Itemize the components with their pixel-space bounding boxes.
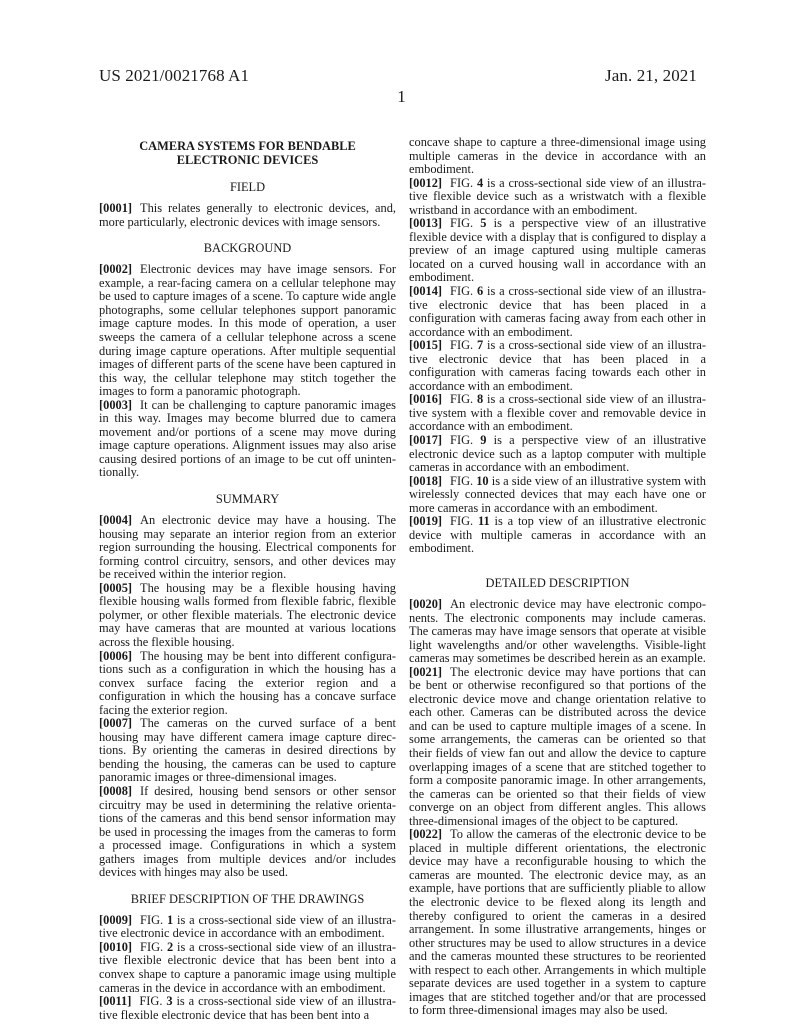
paragraph-text: is a cross-sectional side view of an illustrative electronic device that has been placed in a configuration with cameras facing away from each other in accordance with an embodiment. bbox=[409, 284, 706, 339]
paragraph-0012 bbox=[409, 177, 706, 218]
paragraph-text: To allow the cameras of the electronic device to be placed in multiple different orientations, the electronic device may have a reconfigurable housing to which the cameras are mounted. The electronic device may, as an example, have portions that are sufficiently pliable to allow the electronic device to be flexed along its length and thereby configured to orient the cameras in a desired arrangement. In some illustrative arrangements, hinges or other structures may be used to allow structures in a device and the cameras mounted these structures to be reoriented with respect to each other. Arrangements in which multiple separate devices are used together in a system to capture images that are stitched together and/or that are processed to form three-dimensional images may also be used. bbox=[409, 827, 706, 1018]
paragraph-number: [0018] bbox=[409, 473, 443, 488]
paragraph-text: is a cross-sectional side view of an illustrative electronic device that has been placed in a configuration with cameras facing towards each other in accordance with an embodiment. bbox=[409, 338, 706, 393]
paragraph-0017 bbox=[409, 434, 706, 475]
paragraph-text: is a cross-sectional side view of an illustrative system with a flexible cover and removable device in accordance with an embodiment. bbox=[409, 392, 706, 434]
figure-number: 8 bbox=[476, 392, 484, 407]
fig-prefix: FIG. bbox=[140, 912, 167, 927]
left-column bbox=[99, 140, 396, 1022]
paragraph-0001 bbox=[99, 202, 396, 229]
paragraph-0014 bbox=[409, 285, 706, 339]
paragraph-number: [0011] bbox=[99, 994, 132, 1009]
fig-prefix: FIG. bbox=[140, 939, 167, 954]
section-heading-background: BACKGROUND bbox=[203, 241, 292, 256]
figure-number: 6 bbox=[476, 284, 484, 299]
paragraph-number: [0008] bbox=[99, 783, 133, 798]
paragraph-0003 bbox=[99, 399, 396, 480]
document-title: CAMERA SYSTEMS FOR BENDABLE ELECTRONIC DEVICES bbox=[139, 139, 356, 167]
paragraph-number: [0022] bbox=[409, 827, 443, 842]
fig-prefix: FIG. bbox=[450, 284, 477, 299]
paragraph-0009 bbox=[99, 914, 396, 941]
paragraph-0020 bbox=[409, 598, 706, 666]
figure-number: 11 bbox=[477, 514, 490, 529]
paragraph-text: The cameras on the curved surface of a bent housing may have different camera image capture directions. By orienting the cameras in desired directions by bending the housing, the cameras can be used to capture panoramic images or three-dimensional images. bbox=[99, 716, 396, 785]
paragraph-number: [0020] bbox=[409, 596, 443, 611]
paragraph-number: [0007] bbox=[99, 716, 133, 731]
section-heading-summary: SUMMARY bbox=[215, 492, 280, 507]
paragraph-0006 bbox=[99, 650, 396, 718]
page-number: 1 bbox=[397, 87, 406, 106]
figure-number: 3 bbox=[166, 994, 173, 1009]
figure-number: 7 bbox=[476, 338, 484, 353]
fig-prefix: FIG. bbox=[139, 994, 167, 1009]
publication-number: US 2021/0021768 A1 bbox=[99, 66, 250, 85]
paragraph-number: [0016] bbox=[409, 392, 443, 407]
paragraph-text: An electronic device may have a housing. The housing may separate an interior region from an exterior region surrounding the housing. Electrical components for forming control circuitry, sensors, and other devices may be received within the interior region. bbox=[99, 513, 396, 582]
paragraph-number: [0019] bbox=[409, 514, 443, 529]
fig-prefix: FIG. bbox=[450, 514, 478, 529]
figure-number: 5 bbox=[480, 216, 487, 231]
fig-prefix: FIG. bbox=[450, 392, 477, 407]
paragraph-number: [0021] bbox=[409, 664, 443, 679]
right-column bbox=[409, 136, 706, 1018]
fig-prefix: FIG. bbox=[450, 216, 481, 231]
paragraph-text: is a cross-sectional side view of an illustrative flexible electronic device that has been bent into a convex shape to capture a panoramic image using multiple cameras in the device in accordance with an embodiment. bbox=[99, 939, 396, 995]
paragraph-text: The electronic device may have portions that can be bent or otherwise reconfigured so that portions of the electronic device move and change orientation relative to each other. Cameras can be distributed across the device and can be used to capture multiple images of a scene. In some arrangements, the cameras can be oriented so that their fields of view fan out and allow the device to capture overlapping images of a scene that are stitched together to form a composite panoramic image. In other arrangements, the cameras can be oriented so that their fields of view converge on an object from different angles. This allows three-dimensional images of the object to be captured. bbox=[409, 664, 706, 828]
section-heading-detailed-description: DETAILED DESCRIPTION bbox=[485, 575, 630, 590]
paragraph-number: [0003] bbox=[99, 397, 133, 412]
publication-date: Jan. 21, 2021 bbox=[605, 66, 697, 85]
paragraph-number: [0010] bbox=[99, 939, 133, 954]
paragraph-number: [0012] bbox=[409, 175, 443, 190]
paragraph-number: [0001] bbox=[99, 201, 133, 216]
paragraph-text: This relates generally to electronic devices, and, more particularly, electronic devices with image sensors. bbox=[99, 201, 396, 229]
paragraph-text: The housing may be a flexible housing having flexible housing walls formed from flexible fabric, flexible polymer, or other flexible materials. The electronic device may have cameras that are mounted at various locations across the flexible housing. bbox=[99, 580, 396, 649]
paragraph-0007 bbox=[99, 717, 396, 785]
paragraph-number: [0015] bbox=[409, 338, 443, 353]
paragraph-number: [0017] bbox=[409, 433, 443, 448]
paragraph-0019 bbox=[409, 515, 706, 556]
paragraph-text: is a cross-sectional side view of an illustrative flexible electronic device that has been bent into a bbox=[99, 994, 396, 1022]
paragraph-0022 bbox=[409, 828, 706, 1018]
paragraph-0005 bbox=[99, 582, 396, 650]
paragraph-number: [0006] bbox=[99, 648, 133, 663]
paragraph-text: The housing may be bent into different configurations such as a configuration in which the housing has a convex surface facing the exterior region and a configuration in which the housing has a concave surface facing the exterior region. bbox=[99, 648, 396, 717]
paragraph-0008 bbox=[99, 785, 396, 880]
fig-prefix: FIG. bbox=[450, 175, 477, 190]
paragraph-0013 bbox=[409, 217, 706, 285]
paragraph-number: [0005] bbox=[99, 580, 133, 595]
fig-prefix: FIG. bbox=[450, 473, 477, 488]
paragraph-0002 bbox=[99, 263, 396, 398]
section-heading-brief-description: BRIEF DESCRIPTION OF THE DRAWINGS bbox=[130, 891, 365, 906]
figure-number: 4 bbox=[476, 175, 484, 190]
paragraph-text: is a cross-sectional side view of an illustrative electronic device in accordance with an embodiment. bbox=[99, 912, 396, 941]
paragraph-text: It can be challenging to capture panoramic images in this way. Images may become blurred due to camera movement and/or portions of a scene may move during image capture operations. Alignment issues may also arise causing desired portions of an image to be cut off unintentionally. bbox=[99, 397, 396, 480]
paragraph-number: [0013] bbox=[409, 216, 443, 231]
figure-number: 1 bbox=[166, 912, 174, 927]
figure-number: 2 bbox=[166, 939, 174, 954]
paragraph-0010 bbox=[99, 941, 396, 995]
fig-prefix: FIG. bbox=[450, 433, 481, 448]
paragraph-0018 bbox=[409, 475, 706, 516]
fig-prefix: FIG. bbox=[450, 338, 477, 353]
paragraph-text: is a perspective view of an illustrative electronic device such as a laptop computer with multiple cameras in accordance with an embodiment. bbox=[409, 433, 706, 475]
paragraph-text: An electronic device may have electronic components. The electronic components may include cameras. The cameras may have image sensors that operate at visible light wavelengths and/or other wavelengths. Visible-light cameras may sometimes be described herein as an example. bbox=[409, 596, 706, 666]
paragraph-text: If desired, housing bend sensors or other sensor circuitry may be used in determining the relative orientations of the cameras and this bend sensor information may be used in processing the images from the cameras to form a processed image. Configurations in which a system gathers images from multiple devices and/or includes devices with hinges may also be used. bbox=[99, 783, 396, 880]
paragraph-number: [0004] bbox=[99, 513, 133, 528]
paragraph-0011-continued: concave shape to capture a three-dimensional image using multiple cameras in the device in accordance with an embodiment. bbox=[409, 135, 706, 177]
figure-number: 9 bbox=[480, 433, 487, 448]
paragraph-text: Electronic devices may have image sensors. For example, a rear-facing camera on a cellular telephone may be used to capture images of a scene. To capture wide angle photographs, some cellular telephones support panoramic image capture modes. In this mode of operation, a user sweeps the camera of a cellular telephone across a scene during image capture operations. After multiple sequential images of different parts of the scene have been captured in this way, the cellular telephone may stitch together the images to form a panoramic photograph. bbox=[99, 262, 396, 399]
paragraph-0004 bbox=[99, 514, 396, 582]
paragraph-text: is a side view of an illustrative system with wirelessly connected devices that may each have one or more cameras in accordance with an embodiment. bbox=[409, 473, 706, 515]
paragraph-0015 bbox=[409, 339, 706, 393]
paragraph-0011 bbox=[99, 995, 396, 1022]
paragraph-number: [0009] bbox=[99, 912, 133, 927]
paragraph-text: is a top view of an illustrative electronic device with multiple cameras in accordance with an embodiment. bbox=[409, 514, 706, 556]
figure-number: 10 bbox=[476, 473, 489, 488]
paragraph-0021 bbox=[409, 666, 706, 829]
paragraph-0016 bbox=[409, 393, 706, 434]
paragraph-number: [0014] bbox=[409, 284, 443, 299]
section-heading-field: FIELD bbox=[229, 180, 266, 195]
paragraph-text: is a cross-sectional side view of an illustrative flexible device such as a wristwatch with a flexible wristband in accordance with an embodiment. bbox=[409, 175, 706, 217]
paragraph-number: [0002] bbox=[99, 262, 133, 277]
paragraph-text: is a perspective view of an illustrative flexible device with a display that is configured to display a preview of an image captured using multiple cameras located on a curved housing wall in accordance with an embodiment. bbox=[409, 216, 706, 285]
